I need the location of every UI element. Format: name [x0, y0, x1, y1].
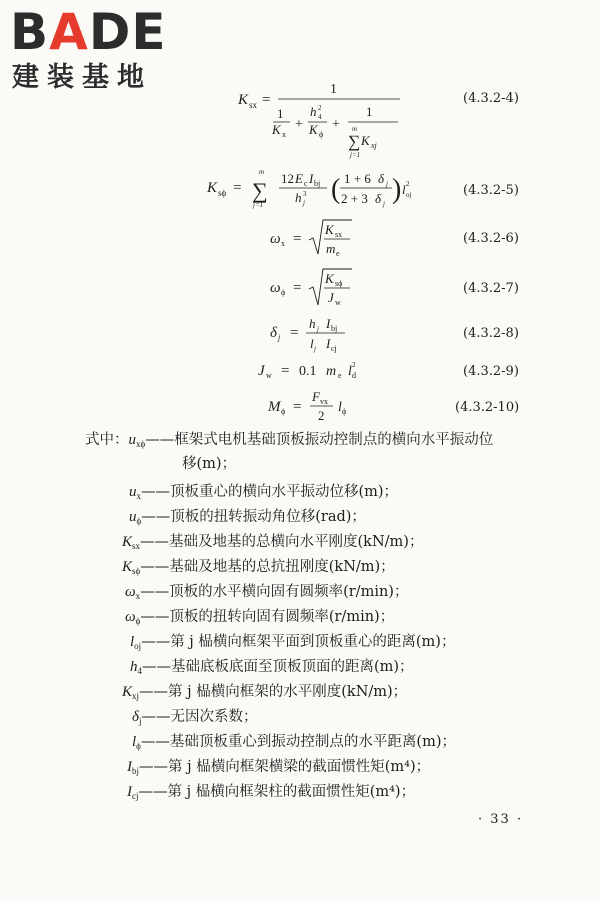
svg-text:ϕ: ϕ — [319, 130, 324, 139]
svg-text:K: K — [309, 122, 318, 137]
svg-text:sx: sx — [249, 100, 258, 110]
definition-row: $\delta_j——$无因次系数； — [132, 709, 258, 726]
svg-text:δ: δ — [270, 325, 277, 341]
svg-text:ω: ω — [270, 231, 281, 247]
svg-text:e: e — [338, 371, 342, 380]
svg-text:x: x — [282, 130, 286, 139]
svg-text:2 + 3: 2 + 3 — [341, 191, 368, 206]
svg-text:2: 2 — [318, 104, 322, 112]
equation-4-3-2-8 — [270, 316, 519, 353]
svg-text:M: M — [268, 399, 281, 415]
svg-text:h: h — [295, 190, 302, 205]
svg-text:+: + — [332, 117, 340, 132]
svg-text:3: 3 — [303, 190, 307, 198]
svg-text:=: = — [293, 231, 302, 247]
definition-row: $l_\phi——$基础顶板重心到振动控制点的水平距离(m)； — [132, 734, 456, 751]
svg-text:vx: vx — [320, 397, 328, 406]
eq-number-2: (4.3.2-5) — [463, 183, 519, 198]
definition-row-continuation: 移(m)； — [182, 456, 237, 472]
svg-text:1: 1 — [366, 104, 373, 119]
svg-text:J: J — [258, 363, 265, 379]
svg-text:j: j — [303, 199, 305, 207]
svg-text:K: K — [361, 133, 370, 148]
definition-row: 式中：$u_{x\phi}——$框架式电机基础顶板振动控制点的横向水平振动位 — [85, 432, 494, 449]
lead-label: 式中： — [85, 432, 129, 448]
svg-text:1: 1 — [277, 106, 284, 121]
svg-text:m: m — [326, 364, 337, 379]
svg-text:d: d — [352, 371, 356, 380]
svg-text:xj: xj — [371, 141, 377, 150]
svg-text:K: K — [272, 122, 281, 137]
definition-row: $u_x——$顶板重心的横向水平振动位移(m)； — [129, 484, 399, 501]
equation-4-3-2-10 — [267, 389, 519, 420]
eq-number-6: (4.3.2-9) — [463, 364, 519, 379]
svg-text:=: = — [233, 180, 242, 196]
logo-subtitle: 建装基地 — [12, 62, 152, 93]
svg-text:=: = — [281, 363, 290, 379]
svg-text:j: j — [278, 333, 281, 342]
svg-text:∑: ∑ — [252, 178, 268, 203]
svg-text:12: 12 — [281, 171, 294, 186]
svg-text:j=1: j=1 — [350, 151, 361, 159]
svg-text:F: F — [312, 389, 320, 404]
equation-4-3-2-7 — [270, 269, 519, 307]
svg-text:K: K — [207, 180, 218, 196]
definition-row: $\omega_x——$顶板的水平横向固有圆频率(r/min)； — [125, 584, 409, 601]
svg-text:∑: ∑ — [348, 132, 361, 151]
logo-brand: BADE — [10, 3, 167, 61]
svg-text:l: l — [310, 336, 314, 351]
svg-text:=: = — [290, 325, 299, 341]
equation-4-3-2-4 — [237, 82, 519, 159]
svg-text:bj: bj — [314, 179, 321, 188]
svg-text:cj: cj — [331, 344, 337, 353]
svg-text:2: 2 — [352, 361, 356, 369]
svg-text:I: I — [326, 316, 331, 331]
svg-text:δ: δ — [378, 171, 385, 186]
svg-text:j: j — [383, 200, 385, 208]
svg-text:2: 2 — [406, 180, 410, 188]
svg-text:h: h — [309, 316, 316, 331]
svg-text:4: 4 — [318, 113, 322, 121]
svg-text:h: h — [310, 104, 317, 119]
svg-text:ϕ: ϕ — [281, 288, 286, 297]
svg-text:): ) — [392, 174, 402, 205]
definition-row: $K_{s\phi}——$基础及地基的总抗扭刚度(kN/m)； — [122, 559, 395, 576]
svg-text:K: K — [325, 222, 334, 237]
equation-4-3-2-6 — [270, 220, 519, 258]
definition-row: $u_\phi——$顶板的扭转振动角位移(rad)； — [129, 509, 366, 526]
svg-text:1: 1 — [330, 82, 337, 97]
svg-text:1 + 6: 1 + 6 — [344, 171, 371, 186]
svg-text:sϕ: sϕ — [218, 188, 227, 198]
svg-text:sϕ: sϕ — [335, 279, 343, 288]
eq-number-5: (4.3.2-8) — [463, 326, 519, 341]
definition-row: $K_{xj}——$第 j 榀横向框架的水平刚度(kN/m)； — [122, 684, 408, 701]
svg-text:J: J — [328, 290, 334, 305]
svg-text:0.1: 0.1 — [299, 364, 317, 379]
svg-text:m: m — [326, 241, 336, 256]
svg-text:sx: sx — [335, 230, 343, 239]
svg-text:e: e — [336, 249, 340, 258]
svg-text:ω: ω — [270, 280, 281, 296]
eq-number-1: (4.3.2-4) — [463, 91, 519, 106]
svg-text:l: l — [348, 364, 352, 379]
svg-text:2: 2 — [318, 408, 325, 420]
eq-number-7: (4.3.2-10) — [455, 400, 520, 415]
equation-4-3-2-5 — [206, 168, 519, 209]
definition-row: $h_4——$基础底板底面至顶板顶面的距离(m)； — [130, 659, 414, 676]
definition-row: $I_{bj}——$第 j 榀横向框架横梁的截面惯性矩(m⁴)； — [127, 759, 431, 776]
svg-text:w: w — [266, 371, 272, 380]
eq-number-4: (4.3.2-7) — [463, 281, 519, 296]
svg-text:K: K — [238, 92, 249, 108]
svg-text:j: j — [386, 180, 388, 188]
definition-row: $K_{sx}——$基础及地基的总横向水平刚度(kN/m)； — [122, 534, 424, 551]
svg-text:l: l — [338, 400, 342, 415]
svg-text:w: w — [335, 298, 341, 307]
svg-text:δ: δ — [375, 191, 382, 206]
definition-row: $\omega_\phi——$顶板的扭转向固有圆频率(r/min)； — [125, 609, 395, 626]
definition-row: $I_{cj}——$第 j 榀横向框架柱的截面惯性矩(m⁴)； — [127, 784, 416, 801]
eq-number-3: (4.3.2-6) — [463, 231, 519, 246]
svg-text:(: ( — [331, 174, 341, 205]
svg-text:x: x — [281, 239, 285, 248]
svg-text:bj: bj — [331, 324, 338, 333]
svg-text:j: j — [317, 325, 319, 333]
svg-text:m: m — [259, 168, 265, 176]
svg-text:+: + — [295, 117, 303, 132]
svg-text:ϕ: ϕ — [281, 407, 286, 416]
svg-text:l: l — [402, 182, 406, 197]
svg-text:j: j — [314, 345, 316, 353]
svg-text:=: = — [293, 399, 302, 415]
svg-text:c: c — [304, 179, 308, 188]
svg-text:=: = — [293, 280, 302, 296]
page-number: · 33 · — [478, 812, 524, 827]
svg-text:=: = — [262, 92, 271, 108]
svg-text:j=1: j=1 — [253, 201, 264, 209]
svg-text:I: I — [309, 171, 314, 186]
svg-text:E: E — [295, 171, 303, 186]
svg-text:m: m — [352, 125, 358, 133]
equation-4-3-2-9 — [258, 361, 519, 380]
svg-text:oj: oj — [406, 191, 412, 199]
svg-text:I: I — [326, 336, 331, 351]
svg-text:ϕ: ϕ — [342, 407, 347, 416]
equation-block — [0, 0, 600, 420]
definition-row: $l_{oj}——$第 j 榀横向框架平面到顶板重心的距离(m)； — [130, 634, 456, 651]
svg-text:K: K — [325, 271, 334, 286]
